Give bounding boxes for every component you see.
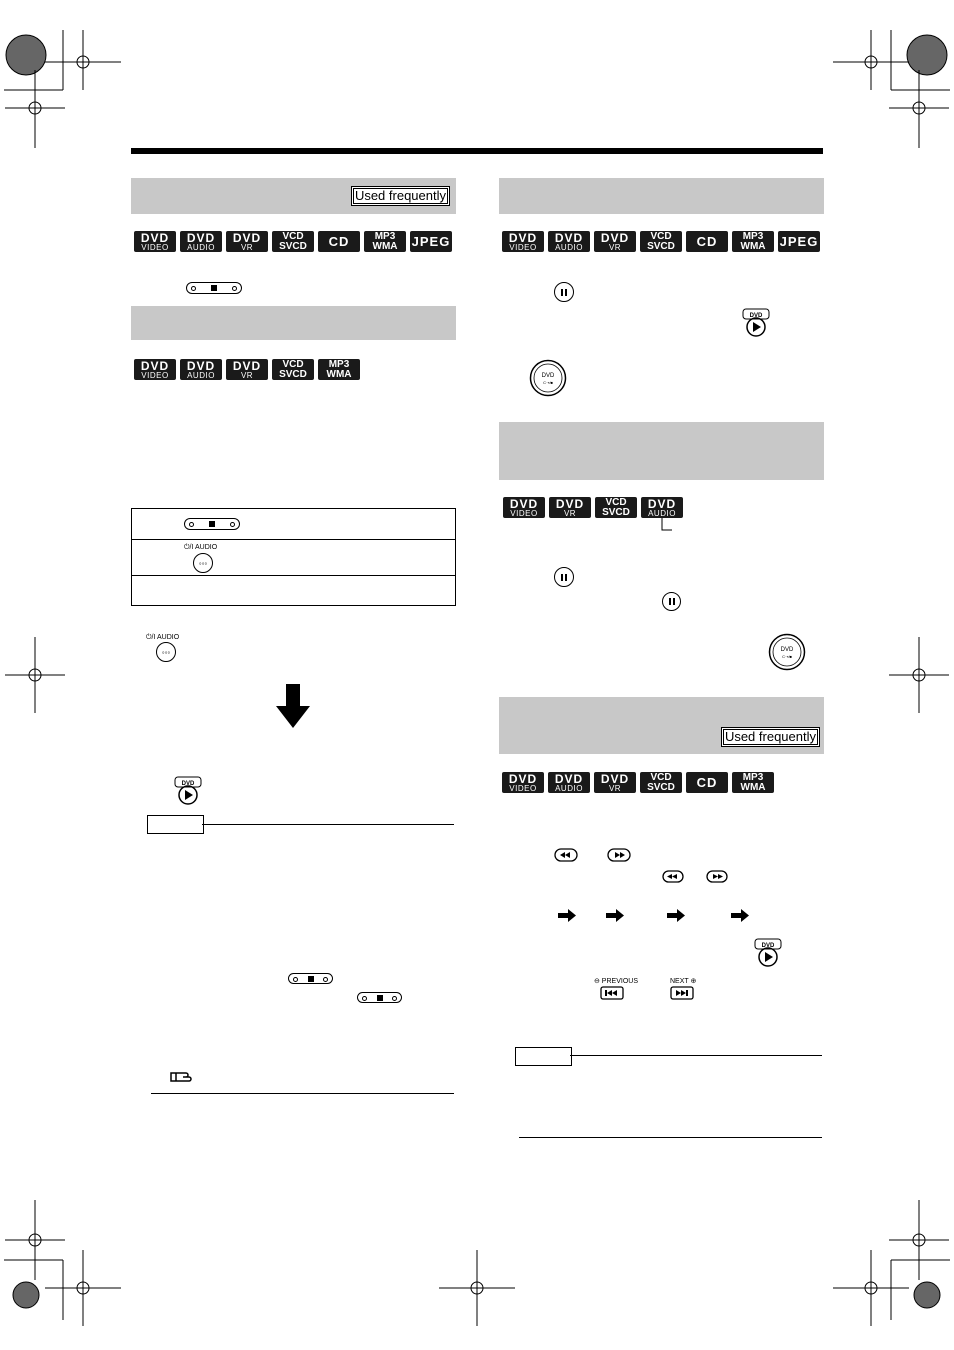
note-tag [147,815,204,834]
disc-dvd-audio-icon: DVD AUDIO [548,772,590,793]
disc-mp3-wma-icon: MP3 WMA [364,231,406,252]
disc-dvd-audio-icon: DVD AUDIO [641,497,683,518]
stop-button-icon [184,518,240,530]
disc-cd-icon: CD [686,231,728,252]
fast-forward-button-icon [706,870,728,883]
disc-dvd-audio-icon: DVD AUDIO [180,359,222,380]
svg-text:C⇢/■: C⇢/■ [543,380,553,385]
table-divider [132,575,455,576]
pause-button-icon [662,592,681,611]
power-audio-label: ⏻/I AUDIO [146,634,180,641]
section-header-stop [131,178,456,214]
pause-button-icon [554,282,574,302]
previous-button-icon [600,986,624,1000]
note-end-line [151,1093,454,1094]
right-arrow-icon [667,909,685,922]
pointing-hand-icon [170,1068,194,1084]
resume-table [131,508,456,606]
down-arrow-icon [276,684,310,728]
disc-vcd-svcd-icon: VCD SVCD [272,359,314,380]
section-header-search [499,697,824,754]
disc-cd-icon: CD [686,772,728,793]
disc-dvd-vr-icon: DVD VR [549,497,591,518]
disc-dvd-video-icon: DVD VIDEO [502,772,544,793]
disc-dvd-audio-icon: DVD AUDIO [548,231,590,252]
note-tag [515,1047,572,1066]
disc-row-1 [134,231,452,252]
disc-dvd-vr-icon: DVD VR [594,231,636,252]
disc-dvd-vr-icon: DVD VR [226,359,268,380]
stop-button-icon [357,992,402,1003]
rewind-button-icon [662,870,684,883]
dvd-mode-button-icon [768,633,806,671]
disc-dvd-video-icon: DVD VIDEO [134,359,176,380]
pause-button-icon [554,567,574,587]
disc-dvd-audio-icon: DVD AUDIO [180,231,222,252]
disc-dvd-video-icon: DVD VIDEO [134,231,176,252]
note-line [202,824,454,825]
dvd-play-button-icon [742,308,770,338]
rewind-button-icon [554,848,578,862]
disc-mp3-wma-icon: MP3 WMA [732,231,774,252]
right-arrow-icon [558,909,576,922]
audio-button-icon: ◦◦◦ [193,553,213,573]
disc-dvd-vr-icon: DVD VR [594,772,636,793]
svg-text:DVD: DVD [541,373,555,379]
disc-row-5 [502,772,774,793]
previous-label: ⊖ PREVIOUS [594,978,638,985]
right-arrow-icon [731,909,749,922]
table-divider [132,539,455,540]
stop-button-icon [288,973,333,984]
stop-button-icon [186,282,242,294]
disc-row-3 [502,231,820,252]
note-end-line [519,1137,822,1138]
disc-vcd-svcd-icon: VCD SVCD [272,231,314,252]
disc-row-2 [134,359,360,380]
right-arrow-icon [606,909,624,922]
svg-text:DVD: DVD [181,781,195,787]
next-button-icon [670,986,694,1000]
svg-text:DVD: DVD [761,943,775,949]
disc-vcd-svcd-icon: VCD SVCD [595,497,637,518]
disc-mp3-wma-icon: MP3 WMA [732,772,774,793]
disc-dvd-vr-icon: DVD VR [226,231,268,252]
svg-text:C⇢/■: C⇢/■ [782,654,792,659]
disc-vcd-svcd-icon: VCD SVCD [640,231,682,252]
disc-jpeg-icon: JPEG [778,231,820,252]
footnote-bracket [660,518,674,532]
disc-vcd-svcd-icon: VCD SVCD [640,772,682,793]
disc-row-4 [503,497,683,518]
svg-text:DVD: DVD [749,313,763,319]
svg-text:DVD: DVD [780,647,794,653]
disc-dvd-video-icon: DVD VIDEO [503,497,545,518]
dvd-play-button-icon [754,938,782,968]
dvd-mode-button-icon [529,359,567,397]
used-frequently-badge: Used frequently [351,186,450,206]
next-label: NEXT ⊕ [670,978,697,985]
audio-button-icon: ◦◦◦ [156,642,176,662]
disc-mp3-wma-icon: MP3 WMA [318,359,360,380]
section-header-frame [499,422,824,480]
section-header-resume [131,306,456,340]
disc-dvd-video-icon: DVD VIDEO [502,231,544,252]
section-header-pause [499,178,824,214]
dvd-play-button-icon [174,776,202,806]
used-frequently-badge: Used frequently [721,727,820,747]
fast-forward-button-icon [607,848,631,862]
note-line [570,1055,822,1056]
disc-cd-icon: CD [318,231,360,252]
power-audio-label: ⏻/I AUDIO [184,544,218,551]
disc-jpeg-icon: JPEG [410,231,452,252]
